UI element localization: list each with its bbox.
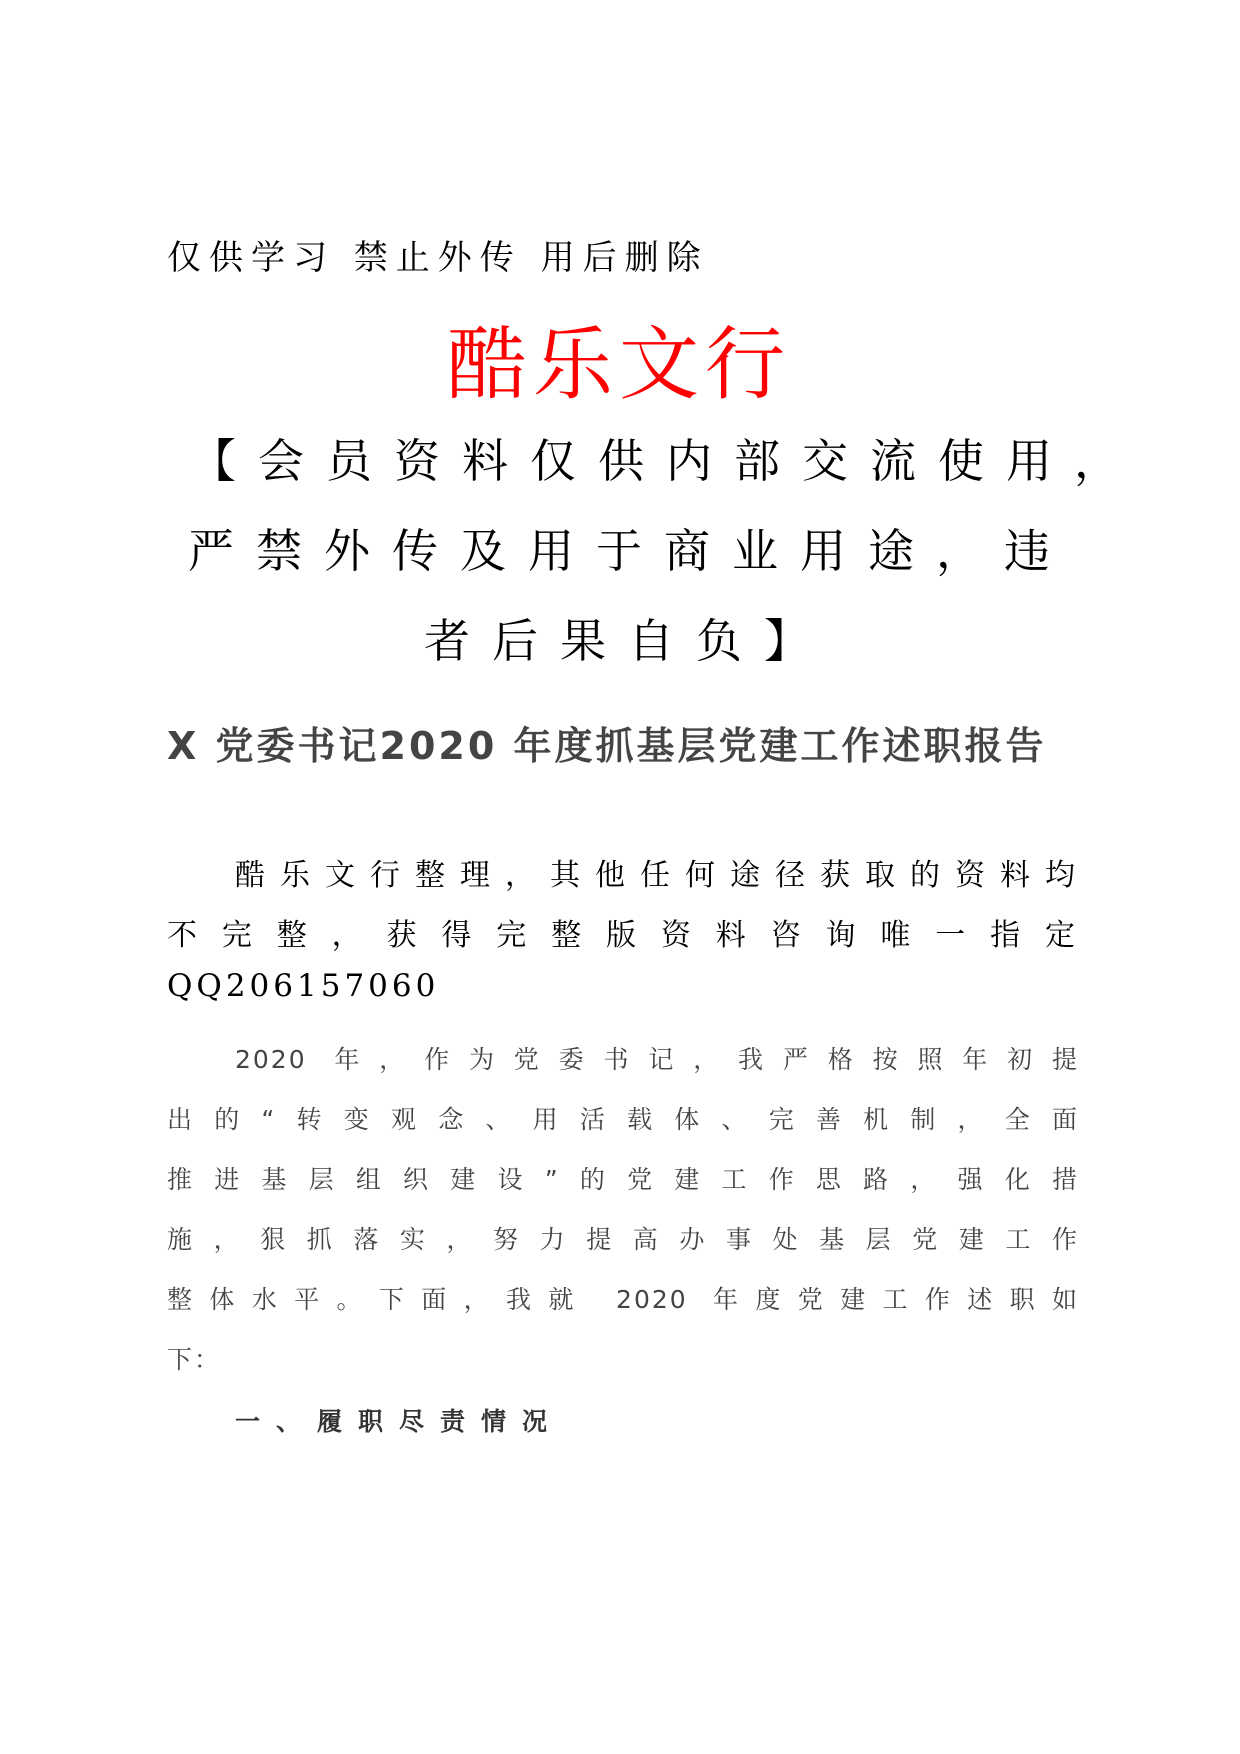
warning-line-1: 【会员资料仅供内部交流使用， <box>190 434 1142 488</box>
usage-notice: 仅供学习 禁止外传 用后删除 <box>167 238 709 278</box>
warning-line-2: 严禁外传及用于商业用途，违 <box>188 524 1072 578</box>
body-line: 施，狠抓落实，努力提高办事处基层党建工作 <box>167 1225 1079 1254</box>
intro-line: 不完整，获得完整版资料咨询唯一指定 <box>167 918 1079 953</box>
body-line: 下： <box>167 1345 222 1374</box>
document-title: X 党委书记2020 年度抓基层党建工作述职报告 <box>167 724 1047 768</box>
brand-title: 酷乐文行 <box>447 318 791 411</box>
body-line: 2020 年，作为党委书记，我严格按照年初提 <box>235 1045 1079 1074</box>
section-heading: 一、履职尽责情况 <box>235 1407 564 1436</box>
body-line: 推进基层组织建设”的党建工作思路，强化措 <box>167 1165 1079 1194</box>
body-line: 出的“转变观念、用活载体、完善机制，全面 <box>167 1105 1079 1134</box>
warning-line-3: 者后果自负】 <box>424 614 832 668</box>
intro-line: 酷乐文行整理，其他任何途径获取的资料均 <box>235 858 1079 893</box>
body-line: 整体水平。下面，我就 2020 年度党建工作述职如 <box>167 1285 1079 1314</box>
qq-contact: QQ206157060 <box>167 968 440 1004</box>
